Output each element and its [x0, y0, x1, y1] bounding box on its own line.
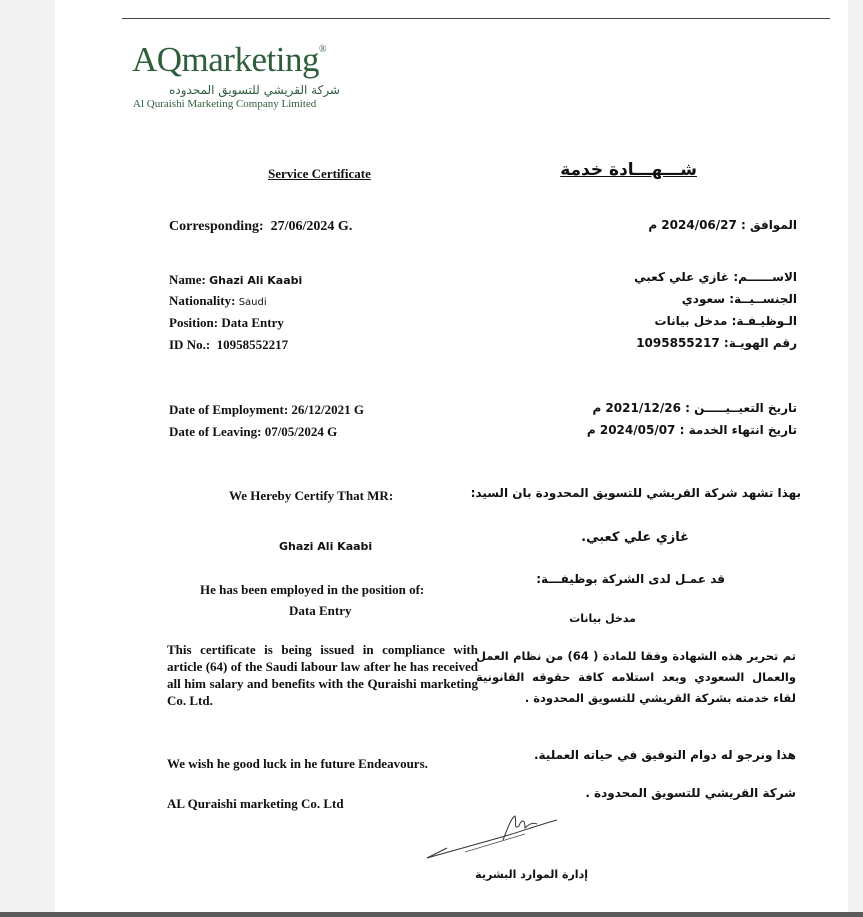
id-label-ar: رقم الهويـة: [723, 336, 797, 350]
position-row-ar [655, 314, 797, 328]
id-row-en [169, 337, 288, 353]
date-ar-label: الموافق : [741, 218, 797, 232]
position-value-ar: مدخل بيانات [654, 314, 728, 328]
leaving-label-en: Date of Leaving: [169, 424, 262, 439]
wish-en: We wish he good luck in he future Endeavours. [167, 756, 428, 771]
date-en-value: 27/06/2024 G. [270, 219, 353, 234]
employment-value-ar: 2021/12/26 م [592, 401, 681, 415]
id-row-ar [636, 336, 797, 350]
nationality-row-ar [682, 292, 797, 306]
position-en: Data Entry [289, 603, 352, 618]
registered-mark: ® [318, 44, 327, 55]
nationality-label-ar: الجنســيــة: [729, 292, 797, 306]
compliance-paragraph-ar: تم تحرير هذه الشهادة وفقا للمادة ( 64) من نظام العمل والعمال السعودي وبعد استلامه كافة حقوقه القانونية لقاء خدمته بشركة القريشي للتسويق المحدودة . [476, 649, 796, 705]
name-label-ar: الاســــــم: [733, 270, 797, 284]
leaving-label-ar: تاريخ انتهاء الخدمة : [679, 423, 797, 437]
nationality-label-en: Nationality: [169, 293, 236, 308]
scan-edge-bottom [0, 912, 863, 917]
employee-name-en: Ghazi Ali Kaabi [279, 540, 373, 553]
company-logo [132, 40, 326, 80]
company-name-en: AL Quraishi marketing Co. Ltd [167, 796, 344, 811]
leaving-value-ar: 2024/05/07 م [586, 423, 676, 437]
wish-ar: هذا ونرجو له دوام التوفيق في حياته العملية. [533, 748, 796, 762]
company-name-ar: شركة القريشي للتسويق المحدودة . [585, 786, 796, 800]
logo-arabic-name: شركة القريشي للتسويق المحدوده [169, 83, 340, 97]
hr-department-ar: إدارة الموارد البشرية [475, 868, 588, 881]
id-value-en: 10958552217 [216, 337, 289, 352]
date-ar-value: 2024/06/27 م [648, 218, 737, 232]
id-value-ar: 1095855217 [636, 336, 720, 350]
position-ar: مدخل بيانات [569, 612, 636, 625]
name-label-en: Name: [169, 272, 206, 287]
nationality-row-en [169, 293, 267, 309]
id-label-en: ID No.: [169, 337, 211, 352]
position-intro-ar: قد عمـل لدى الشركة بوظيفـــة: [536, 572, 725, 586]
nationality-value-ar: سعودي [681, 292, 726, 306]
employment-label-ar: تاريخ التعيــيـــــن : [685, 401, 797, 415]
scan-margin-left [0, 0, 55, 917]
certify-statement-en: We Hereby Certify That MR: [229, 488, 394, 503]
nationality-value-en: Saudi [238, 297, 267, 308]
leaving-date-en [169, 424, 337, 440]
date-arabic [648, 218, 797, 232]
logo-brand: AQmarketing [132, 40, 319, 79]
name-row-en [169, 272, 302, 288]
employee-name-ar: غازي علي كعبي. [581, 530, 689, 545]
scan-margin-right [848, 0, 863, 917]
logo-english-name: Al Quraishi Marketing Company Limited [133, 98, 317, 110]
date-en-label: Corresponding: [169, 219, 264, 234]
name-value-ar: غازي علي كعبي [634, 270, 730, 284]
leaving-value-en: 07/05/2024 G [264, 424, 338, 439]
signature [425, 810, 565, 865]
name-value-en: Ghazi Ali Kaabi [209, 274, 303, 287]
employment-date-ar [592, 401, 797, 415]
employment-date-en [169, 402, 364, 418]
employment-label-en: Date of Employment: [169, 402, 289, 417]
position-row-en [169, 315, 284, 331]
certificate-page [55, 0, 848, 912]
date-english [169, 219, 352, 235]
position-intro-en: He has been employed in the position of: [200, 582, 425, 597]
position-label-en: Position: [169, 315, 219, 330]
title-english: Service Certificate [268, 166, 371, 181]
certify-statement-ar: بهذا تشهد شركة القريشي للتسويق المحدودة بان السيد: [470, 486, 801, 500]
employment-value-en: 26/12/2021 G [291, 402, 364, 417]
position-value-en: Data Entry [221, 315, 284, 330]
header-rule [122, 18, 830, 19]
compliance-paragraph-en: This certificate is being issued in compliance with article (64) of the Saudi labour law after he has received all him salary and benefits with the Quraishi marketing Co. Ltd. [167, 642, 478, 708]
position-label-ar: الـوظيـفـة: [731, 314, 797, 328]
title-arabic: شـــهـــادة خدمة [560, 160, 697, 180]
name-row-ar [634, 270, 797, 284]
leaving-date-ar [587, 423, 797, 437]
